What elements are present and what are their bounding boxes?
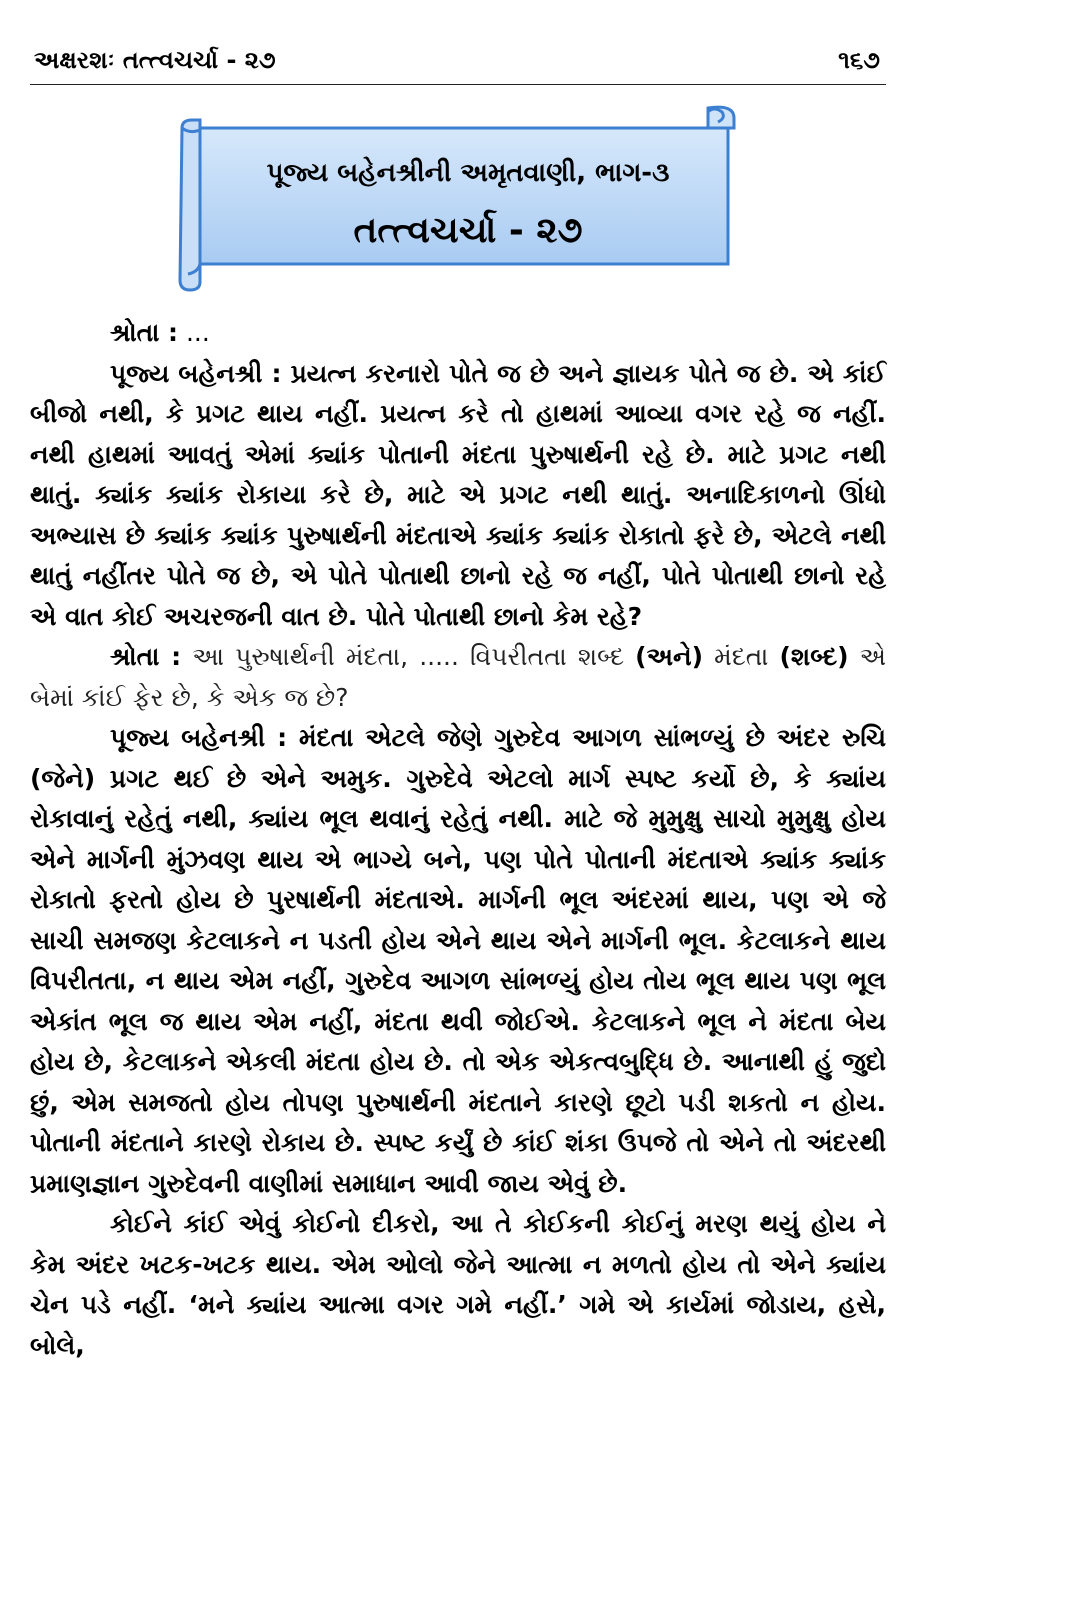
scroll-banner-shape <box>178 104 742 294</box>
title-banner <box>178 104 742 294</box>
paragraph-2 <box>30 354 886 638</box>
page-header <box>30 40 886 85</box>
paragraph-4 <box>30 718 886 1204</box>
page-number: ૧૬૭ <box>838 46 880 74</box>
paragraph-1 <box>30 313 886 354</box>
paragraph-text: કોઈને કાંઈ એવું કોઈનો દીકરો, આ તે કોઈકની કોઈનું મરણ થયું હોય ને કેમ અંદર ખટક-ખટક થાય. એમ ઓલો જેને આત્મા ન મળતો હોય તો એને ક્યાંય ચેન પડે નહીં. ‘મને ક્યાંય આત્મા વગર ગમે નહીં.’ ગમે એ કાર્યમાં જોડાય, હસે, બોલે, <box>30 1209 886 1360</box>
paragraph-text: ... <box>178 318 210 347</box>
running-title: અક્ષરશઃ તત્ત્વચર્ચા - ૨૭ <box>34 46 276 74</box>
inline-note: (શબ્દ) <box>779 642 849 671</box>
speaker-label: શ્રોતા : <box>110 318 179 347</box>
paragraph-text: એ બેમાં કાંઈ ફેર છે, કે એક જ છે? <box>30 642 886 712</box>
article-body <box>30 313 886 1366</box>
speaker-label: પૂજ્ય બહેનશ્રી : <box>110 723 288 752</box>
paragraph-3 <box>30 637 886 718</box>
speaker-label: પૂજ્ય બહેનશ્રી : <box>110 358 282 388</box>
banner-subtitle: પૂજ્ય બહેનશ્રીની અમૃતવાણી, ભાગ-૩ <box>266 158 670 188</box>
inline-note: (અને) <box>635 642 703 671</box>
paragraph-text: મંદતા <box>703 642 780 671</box>
paragraph-text: આ પુરુષાર્થની મંદતા, ..... વિપરીતતા શબ્દ <box>181 642 636 671</box>
paragraph-text: પ્રયત્ન કરનારો પોતે જ છે અને જ્ઞાયક પોતે જ છે. એ કાંઈ બીજો નથી, કે પ્રગટ થાય નહીં. પ્રયત્ન કરે તો હાથમાં આવ્યા વગર રહે જ નહીં. નથી હાથમાં આવતું એમાં ક્યાંક પોતાની મંદતા પુરુષાર્થની રહે છે. માટે પ્રગટ નથી થાતું. ક્યાંક ક્યાંક રોકાયા કરે છે, માટે એ પ્રગટ નથી થાતું. અનાદિકાળનો ઊંધો અભ્યાસ છે ક્યાંક ક્યાંક પુરુષાર્થની મંદતાએ ક્યાંક ક્યાંક રોકાતો ફરે છે, એટલે નથી થાતું નહીંતર પોતે જ છે, એ પોતે પોતાથી છાનો રહે જ નહીં, પોતે પોતાથી છાનો રહે એ વાત કોઈ અચરજની વાત છે. પોતે પોતાથી છાનો કેમ રહે? <box>30 358 886 631</box>
paragraph-text: મંદતા એટલે જેણે ગુરુદેવ આગળ સાંભળ્યું છે અંદર રુચિ (જેને) પ્રગટ થઈ છે એને અમુક. ગુરુદેવે એટલો માર્ગ સ્પષ્ટ કર્યો છે, કે ક્યાંય રોકાવાનું રહેતું નથી, ક્યાંય ભૂલ થવાનું રહેતું નથી. માટે જે મુમુક્ષુ સાચો મુમુક્ષુ હોય એને માર્ગની મુંઝવણ થાય એ ભાગ્યે બને, પણ પોતે પોતાની મંદતાએ ક્યાંક ક્યાંક રોકાતો ફરતો હોય છે પુરષાર્થની મંદતાએ. માર્ગની ભૂલ અંદરમાં થાય, પણ એ જે સાચી સમજણ કેટલાકને ન પડતી હોય એને થાય એને માર્ગની ભૂલ. કેટલાકને થાય વિપરીતતા, ન થાય એમ નહીં, ગુરુદેવ આગળ સાંભળ્યું હોય તોય ભૂલ થાય પણ ભૂલ એકાંત ભૂલ જ થાય એમ નહીં, મંદતા થવી જોઈએ. કેટલાકને ભૂલ ને મંદતા બેય હોય છે, કેટલાકને એકલી મંદતા હોય છે. તો એક એકત્વબુદ્ધિ છે. આનાથી હું જુદો છું, એમ સમજતો હોય તોપણ પુરુષાર્થની મંદતાને કારણે છૂટો પડી શકતો ન હોય. પોતાની મંદતાને કારણે રોકાય છે. સ્પષ્ટ કર્યું છે કાંઈ શંકા ઉપજે તો એને તો અંદરથી પ્રમાણજ્ઞાન ગુરુદેવની વાણીમાં સમાધાન આવી જાય એવું છે. <box>30 723 887 1198</box>
speaker-label: શ્રોતા : <box>110 642 182 671</box>
banner-title: તત્ત્વચર્ચા - ૨૭ <box>353 210 583 251</box>
paragraph-5 <box>30 1204 886 1366</box>
